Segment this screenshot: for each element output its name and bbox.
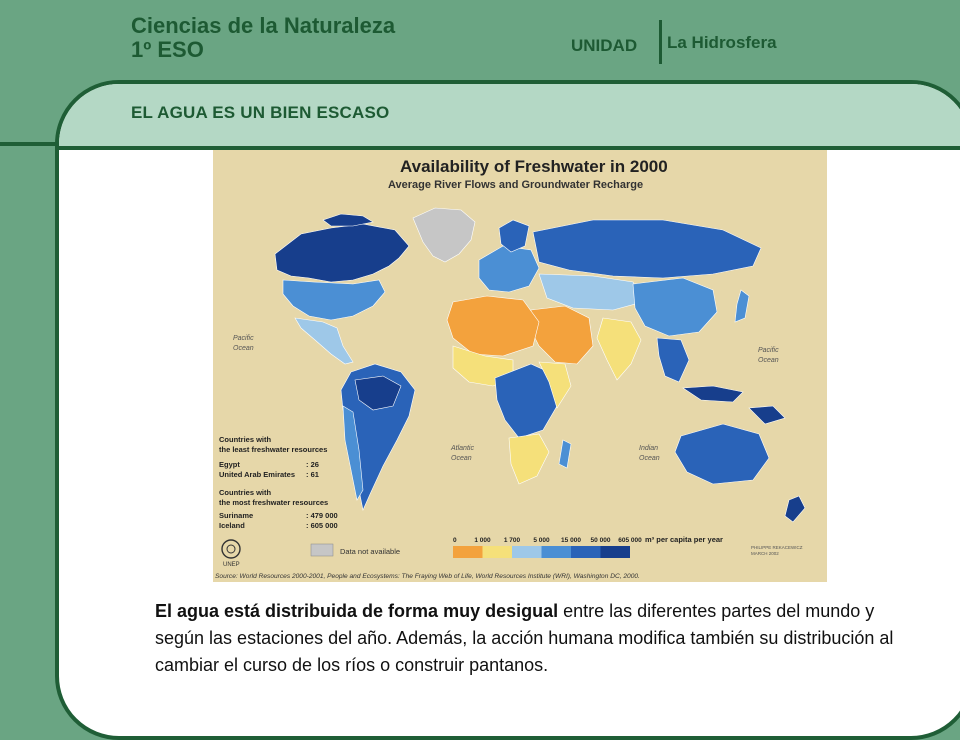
map-title: Availability of Freshwater in 2000: [400, 157, 668, 176]
ocean-label-atlantic: Atlantic Ocean: [451, 445, 474, 462]
map-source: Source: World Resources 2000-2001, People and Ecosystems: The Fraying Web of Life, World Resources Institute (WRI), Washington DC, 2000.: [215, 573, 640, 580]
legend-swatch: [601, 546, 631, 558]
course-level: 1º ESO: [131, 37, 204, 62]
least-heading: Countries with the least freshwater resources: [219, 435, 328, 454]
map-subtitle: Average River Flows and Groundwater Recharge: [388, 179, 644, 191]
section-title: EL AGUA ES UN BIEN ESCASO: [131, 103, 390, 122]
legend-swatch: [571, 546, 601, 558]
legend-tick-label: 1 000: [474, 537, 491, 544]
least-row-country: Egypt United Arab Emirates: [219, 460, 295, 479]
most-row-value: : 479 000 : 605 000: [306, 511, 338, 530]
unit-label: UNIDAD: [571, 36, 638, 55]
no-data-label: Data not available: [340, 547, 401, 556]
most-row-country: Suriname Iceland: [219, 511, 254, 530]
unit-name: La Hidrosfera: [667, 33, 777, 52]
most-heading: Countries with the most freshwater resources: [219, 488, 329, 507]
no-data-swatch: [311, 544, 333, 556]
ocean-label-indian: Indian Ocean: [639, 445, 660, 462]
paragraph-rest: entre las diferentes partes del mundo y según las estaciones del año. Además, la acción humana modifica también su distribución al cambiar el curso de los ríos o construir pantanos.: [155, 601, 894, 675]
legend-tick-label: 0: [453, 537, 457, 544]
legend-tick-label: 50 000: [590, 537, 611, 544]
ocean-label-pacific-left: Pacific Ocean: [233, 335, 254, 352]
legend-tick-label: 1 700: [503, 537, 521, 544]
legend-swatch: [453, 546, 483, 558]
least-row-value: : 26 : 61: [306, 460, 319, 479]
legend-swatch: [512, 546, 542, 558]
legend-swatch: [542, 546, 572, 558]
legend-swatch: [483, 546, 513, 558]
course-name: Ciencias de la Naturaleza: [131, 13, 396, 38]
paragraph-bold: El agua está distribuida de forma muy desigual: [155, 601, 559, 621]
unep-logo-text: UNEP: [223, 562, 240, 568]
unit-separator: [659, 20, 662, 64]
legend-tick-label: 15 000: [561, 537, 581, 544]
map-credit: PHILIPPE REKACEWICZ MARCH 2002: [751, 545, 803, 556]
course-title: [131, 14, 395, 62]
legend-tick-label: 605 000: [618, 537, 642, 544]
ocean-label-pacific-right: Pacific Ocean: [758, 347, 779, 364]
legend-tick-label: 5 000: [533, 537, 550, 544]
legend-unit: m³ per capita per year: [645, 535, 723, 544]
freshwater-map: [213, 150, 827, 582]
description-paragraph: [155, 598, 915, 679]
